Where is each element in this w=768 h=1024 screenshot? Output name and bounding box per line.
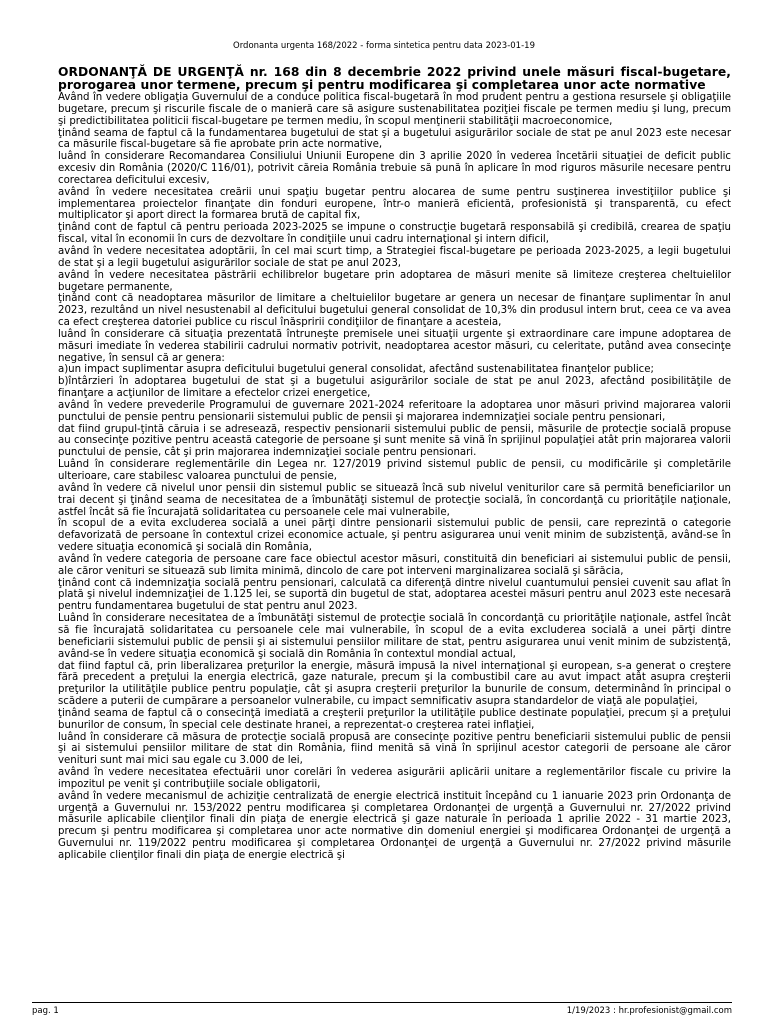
document-body [58, 66, 731, 862]
page-number: pag. 1 [32, 1006, 59, 1016]
document-paragraph: în scopul de a evita excluderea socială a unei părţi dintre pensionarii sistemului public de pensii, care reprezintă o categorie defavorizată de persoane în contextul crizei economice actuale, şi pentru asigurarea unui venit minim de subzistenţă, având-se în vedere situaţia economică şi socială din România, [58, 518, 731, 554]
document-title: ORDONANŢĂ DE URGENŢĂ nr. 168 din 8 decembrie 2022 privind unele măsuri fiscal-bugetare, prorogarea unor termene, precum şi pentru modificarea şi completarea unor acte normative [58, 65, 731, 92]
paragraph-list [58, 92, 731, 862]
document-paragraph: având în vedere categoria de persoane care face obiectul acestor măsuri, constituită din beneficiari ai sistemului public de pensii, ale căror venituri se situează sub limita minimă, dincolo de care pot interveni marginalizarea socială şi sărăcia, [58, 553, 731, 577]
document-paragraph: b)întârzieri în adoptarea bugetului de stat şi a bugetului asigurărilor sociale de stat pe anul 2023, afectând posibilităţile de finanţare a acţiunilor de limitare a efectelor crizei energetice, [58, 376, 731, 400]
document-paragraph: ţinând seama de faptul că o consecinţă imediată a creşterii preţurilor la utilităţile publice destinate populaţiei, precum şi a preţului bunurilor de consum, în special cele destinate hranei, a reprezentat-o creşterea ratei inflaţiei, [58, 707, 731, 731]
footer-date-contact: 1/19/2023 : hr.profesionist@gmail.com [566, 1006, 732, 1016]
document-paragraph: având în vedere necesitatea adoptării, în cel mai scurt timp, a Strategiei fiscal-bugetare pe perioada 2023-2025, a legii bugetului de stat şi a legii bugetului asigurărilor sociale de stat pe anul 2023, [58, 245, 731, 269]
document-paragraph: luând în considerare că situaţia prezentată întruneşte premisele unei situaţii urgente şi extraordinare care impune adoptarea de măsuri imediate în vederea stabilirii cadrului normativ potrivit, neadoptarea acestor măsuri, cu celeritate, putând avea consecinţe negative, în sensul că ar genera: [58, 328, 731, 364]
document-paragraph: a)un impact suplimentar asupra deficitului bugetului general consolidat, afectând sustenabilitatea finanţelor publice; [58, 364, 654, 376]
document-paragraph: ţinând cont că indemnizaţia socială pentru pensionari, calculată ca diferenţă dintre nivelul cuantumului pensiei cuvenit sau aflat în plată şi nivelul indemnizaţiei de 1.125 lei, se suportă din bugetul de stat, adoptarea acestei măsuri pentru anul 2023 este necesară pentru fundamentarea bugetului de stat pentru anul 2023. [58, 577, 731, 613]
document-paragraph: având în vedere prevederile Programului de guvernare 2021-2024 referitoare la adoptarea unor măsuri privind majorarea valorii punctului de pensie pentru pensionarii sistemului public de pensii şi majorarea indemnizaţiei sociale pentru pensionari, [58, 399, 731, 423]
document-paragraph: dat fiind grupul-ţintă căruia i se adresează, respectiv pensionarii sistemului public de pensii, măsurile de protecţie socială propuse au consecinţe pozitive pentru această categorie de persoane şi sunt menite să vină în sprijinul populaţiei atât prin majorarea valorii punctului de pensie, cât şi prin majorarea indemnizaţiei sociale pentru pensionari. [58, 423, 731, 459]
document-paragraph: Luând în considerare necesitatea de a îmbunătăţi sistemul de protecţie socială în concordanţă cu priorităţile naţionale, astfel încât să fie încurajată solidaritatea cu persoanele cele mai vulnerabile, în scopul de a evita excluderea socială a unei părţi dintre beneficiarii sistemului public de pensii şi ai sistemului pensiilor militare de stat, pentru asigurarea unui venit minim de subzistenţă, având-se în vedere situaţia economică şi socială din România în contextul mondial actual, [58, 613, 731, 660]
document-paragraph: ţinând cont că neadoptarea măsurilor de limitare a cheltuielilor bugetare ar genera un necesar de finanţare suplimentar în anul 2023, rezultând un nivel nesustenabil al deficitului bugetului general consolidat de 10,3% din produsul intern brut, ceea ce va avea ca efect creşterea datoriei publice cu riscul înăspririi condiţiilor de finanţare a acesteia, [58, 293, 731, 329]
document-paragraph: luând în considerare Recomandarea Consiliului Uniunii Europene din 3 aprilie 2020 în vederea încetării situaţiei de deficit public excesiv din România (2020/C 116/01), potrivit căreia România trebuie să pună în aplicare în mod riguros măsurile necesare pentru corectarea deficitului excesiv, [58, 151, 731, 186]
document-paragraph: având în vedere mecanismul de achiziţie centralizată de energie electrică instituit începând cu 1 ianuarie 2023 prin Ordonanţa de urgenţă a Guvernului nr. 153/2022 pentru modificarea şi completarea Ordonanţei de urgenţă a Guvernului nr. 27/2022 privind măsurile aplicabile clienţilor finali din piaţa de energie electrică şi gaze naturale în perioada 1 aprilie 2022 - 31 martie 2023, precum şi pentru modificarea şi completarea unor acte normative din domeniul energiei şi modificarea Ordonanţei de urgenţă a Guvernului nr. 119/2022 pentru modificarea şi completarea Ordonanţei de urgenţă a Guvernului nr. 27/2022 privind măsurile aplicabile clienţilor finali din piaţa de energie electrică şi [58, 790, 731, 861]
document-paragraph: dat fiind faptul că, prin liberalizarea preţurilor la energie, măsură impusă la nivel internaţional şi european, s-a generat o creştere fără precedent a preţului la energia electrică, gaze naturale, precum şi la combustibil care au avut impact atât asupra creşterii preţurilor la utilităţile publice pentru populaţie, cât şi asupra creşterii preţurilor la bunurile de consum, determinând în principal o scădere a puterii de cumpărare a persoanelor vulnerabile, cu impact semnificativ asupra standardelor de viaţă ale populaţiei, [58, 660, 731, 708]
document-paragraph: ţinând seama de faptul că la fundamentarea bugetului de stat şi a bugetului asigurărilor sociale de stat pe anul 2023 este necesar ca măsurile fiscal-bugetare să fie aprobate prin acte normative, [58, 127, 731, 151]
document-paragraph: ţinând cont de faptul că pentru perioada 2023-2025 se impune o construcţie bugetară responsabilă şi credibilă, crearea de spaţiu fiscal, vital în economii în curs de dezvoltare în condiţiile unui cadru internaţional şi intern dificil, [58, 222, 731, 246]
document-paragraph: având în vedere necesitatea efectuării unor corelări în vederea asigurării aplicării unitare a reglementărilor fiscale cu privire la impozitul pe venit şi contribuţiile sociale obligatorii, [58, 767, 731, 790]
document-paragraph: având în vedere necesitatea creării unui spaţiu bugetar pentru alocarea de sume pentru susţinerea investiţiilor publice şi implementarea proiectelor finanţate din fonduri europene, într-o manieră eficientă, profesionistă şi transparentă, cu efect multiplicator şi aport direct la formarea brută de capital fix, [58, 186, 731, 222]
document-paragraph: având în vedere necesitatea păstrării echilibrelor bugetare prin adoptarea de măsuri menite să limiteze creşterea cheltuielilor bugetare permanente, [58, 269, 731, 293]
document-paragraph: luând în considerare că măsura de protecţie socială propusă are consecinţe pozitive pentru beneficiarii sistemului public de pensii şi ai sistemului pensiilor militare de stat din România, fiind menită să vină în sprijinul acestor categorii de persoane ale căror venituri sunt mai mici sau egale cu 3.000 de lei, [58, 731, 731, 767]
footer-divider [32, 1002, 732, 1003]
document-paragraph: Luând în considerare reglementările din Legea nr. 127/2019 privind sistemul public de pensii, cu modificările şi completările ulterioare, care stabilesc valoarea punctului de pensie, [58, 459, 731, 482]
document-paragraph: Având în vedere obligaţia Guvernului de a conduce politica fiscal-bugetară în mod prudent pentru a gestiona resursele şi obligaţiile bugetare, precum şi riscurile fiscale de o manieră care să asigure sustenabilitatea poziţiei fiscale pe termen mediu şi lung, precum şi predictibilitatea politicii fiscal-bugetare pe termen mediu, în scopul menţinerii stabilităţii macroeconomice, [58, 92, 731, 127]
document-paragraph: având în vedere că nivelul unor pensii din sistemul public se situează încă sub nivelul veniturilor care să permită beneficiarilor un trai decent şi ţinând seama de necesitatea de a îmbunătăţi sistemul de protecţie socială, în concordanţă cu priorităţile naţionale, astfel încât să fie încurajată solidaritatea cu persoanele cele mai vulnerabile, [58, 482, 731, 518]
running-header: Ordonanta urgenta 168/2022 - forma sintetica pentru data 2023-01-19 [233, 41, 535, 51]
